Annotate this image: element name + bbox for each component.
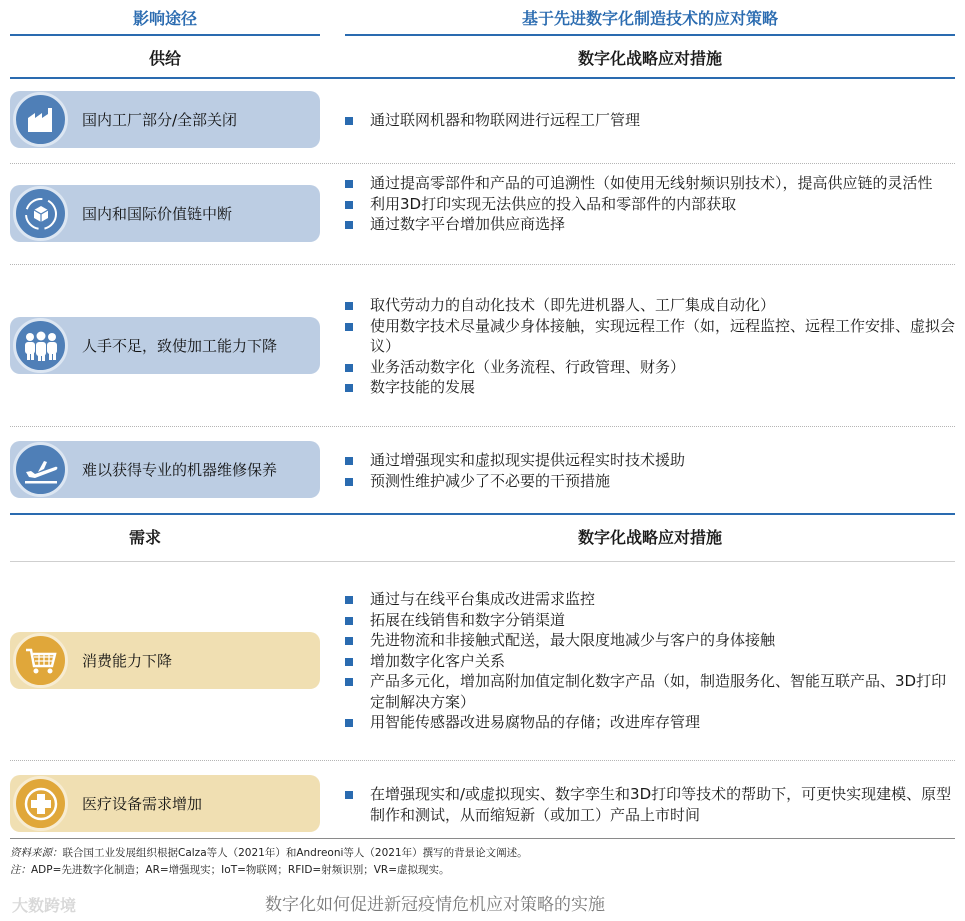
demand-title: 需求 (128, 527, 161, 547)
pathway-label: 国内工厂部分/全部关闭 (82, 111, 238, 129)
footer-divider (10, 838, 955, 839)
header-impact-pathways: 影响途径 (132, 8, 197, 28)
note-label: 注： (10, 864, 31, 876)
source-label: 资料来源： (10, 847, 63, 859)
demand-pathway-consumption-drop (10, 632, 320, 689)
supply-measures-list-4 (345, 450, 955, 491)
list-item: 取代劳动力的自动化技术（即先进机器人、工厂集成自动化） (345, 295, 955, 316)
people-icon (13, 318, 68, 373)
header-divider-left (10, 34, 320, 36)
header-strategies: 基于先进数字化制造技术的应对策略 (521, 8, 778, 28)
list-item: 用智能传感器改进易腐物品的存储；改进库存管理 (345, 712, 955, 733)
supply-measures-list-1 (345, 110, 955, 131)
supply-pathway-value-chain (10, 185, 320, 242)
source-footnote (10, 845, 528, 860)
supply-pathway-factory-closure (10, 91, 320, 148)
box-cycle-icon (13, 186, 68, 241)
demand-measures-list-1 (345, 589, 955, 733)
factory-icon (13, 92, 68, 147)
list-item: 先进物流和非接触式配送，最大限度地减少与客户的身体接触 (345, 630, 955, 651)
supply-title-divider (10, 77, 955, 79)
list-item: 数字技能的发展 (345, 377, 955, 398)
list-item: 使用数字技术尽量减少身体接触，实现远程工作（如，远程监控、远程工作安排、虚拟会议） (345, 316, 955, 357)
demand-measures-title: 数字化战略应对措施 (577, 527, 722, 547)
source-text: 联合国工业发展组织根据Calza等人（2021年）和Andreoni等人（2021年）撰写的背景论文阐述。 (62, 847, 528, 859)
list-item: 利用3D打印实现无法供应的投入品和零部件的内部获取 (345, 194, 955, 215)
list-item: 通过数字平台增加供应商选择 (345, 214, 955, 235)
supply-pathway-maintenance (10, 441, 320, 498)
list-item: 预测性维护减少了不必要的干预措施 (345, 471, 955, 492)
pathway-label: 消费能力下降 (82, 652, 173, 670)
row-divider (10, 561, 955, 562)
medical-cross-icon (13, 776, 68, 831)
figure-caption: 数字化如何促进新冠疫情危机应对策略的实施 (265, 895, 605, 915)
row-divider (10, 426, 955, 427)
abbreviation-note (10, 862, 450, 877)
pathway-label: 人手不足，致使加工能力下降 (82, 337, 278, 355)
supply-measures-title: 数字化战略应对措施 (577, 48, 722, 68)
watermark: 大数跨境 (12, 896, 77, 915)
supply-pathway-labor-shortage (10, 317, 320, 374)
row-divider (10, 163, 955, 164)
airplane-icon (13, 442, 68, 497)
supply-title: 供给 (148, 48, 181, 68)
list-item: 通过与在线平台集成改进需求监控 (345, 589, 955, 610)
list-item: 增加数字化客户关系 (345, 651, 955, 672)
pathway-label: 国内和国际价值链中断 (82, 205, 233, 223)
row-divider (10, 264, 955, 265)
supply-measures-list-3 (345, 295, 955, 398)
pathway-label: 难以获得专业的机器维修保养 (82, 461, 278, 479)
note-text: ADP=先进数字化制造；AR=增强现实；IoT=物联网；RFID=射频识别；VR=虚拟现实。 (31, 864, 450, 876)
header-divider-right (345, 34, 955, 36)
list-item: 业务活动数字化（业务流程、行政管理、财务） (345, 357, 955, 378)
list-item: 拓展在线销售和数字分销渠道 (345, 610, 955, 631)
shopping-cart-icon (13, 633, 68, 688)
demand-top-divider (10, 513, 955, 515)
list-item: 通过提高零部件和产品的可追溯性（如使用无线射频识别技术），提高供应链的灵活性 (345, 173, 955, 194)
list-item: 产品多元化，增加高附加值定制化数字产品（如，制造服务化、智能互联产品、3D打印定制解决方案） (345, 671, 955, 712)
pathway-label: 医疗设备需求增加 (82, 795, 203, 813)
supply-measures-list-2 (345, 173, 955, 235)
list-item: 通过联网机器和物联网进行远程工厂管理 (345, 110, 955, 131)
list-item: 在增强现实和/或虚拟现实、数字孪生和3D打印等技术的帮助下，可更快实现建模、原型制作和测试，从而缩短新（或加工）产品上市时间 (345, 784, 955, 825)
demand-measures-list-2 (345, 784, 955, 825)
list-item: 通过增强现实和虚拟现实提供远程实时技术援助 (345, 450, 955, 471)
demand-pathway-medical-devices (10, 775, 320, 832)
row-divider (10, 760, 955, 761)
